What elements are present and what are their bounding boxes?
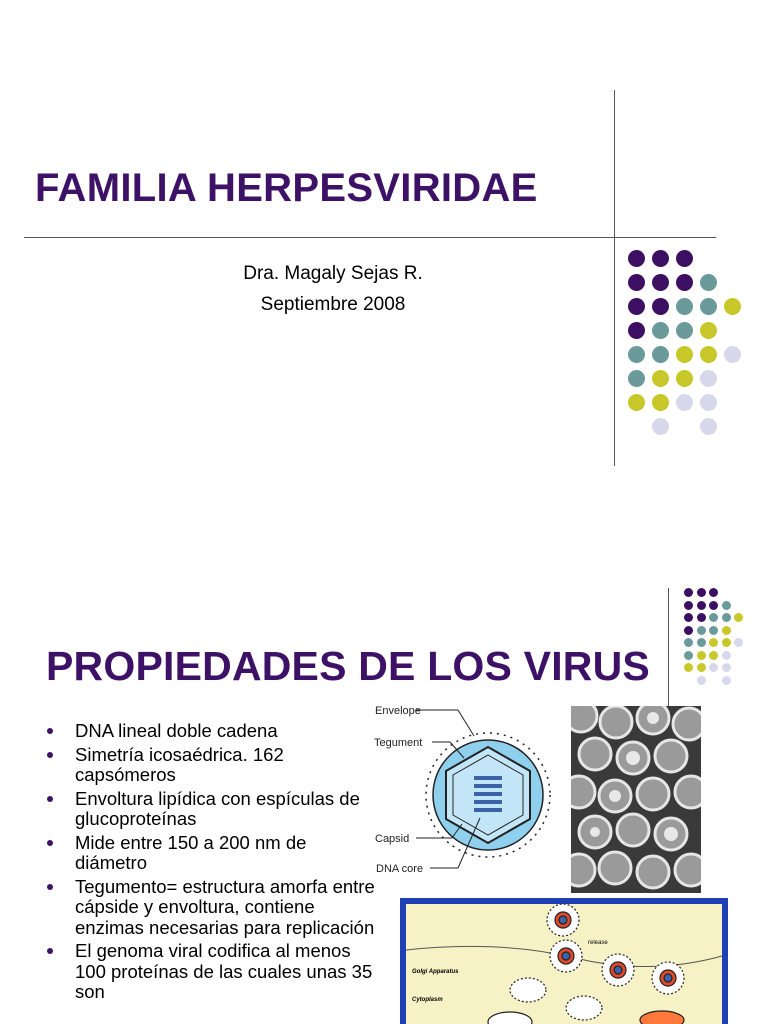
decorative-dot — [628, 250, 645, 267]
list-item: Envoltura lipídica con espículas de glucoproteínas — [45, 789, 375, 830]
decorative-dot — [652, 250, 669, 267]
decorative-dot — [724, 346, 741, 363]
decorative-dot — [676, 250, 693, 267]
label-golgi: Golgi Apparatus — [412, 969, 459, 975]
decorative-dot — [697, 676, 706, 685]
list-item: DNA lineal doble cadena — [45, 721, 375, 742]
decorative-dot — [709, 601, 718, 610]
decorative-dot — [652, 298, 669, 315]
decorative-dot — [684, 588, 693, 597]
vertical-divider — [614, 90, 615, 466]
decorative-dot — [697, 638, 706, 647]
decorative-dot — [676, 346, 693, 363]
slide-properties — [0, 576, 768, 1024]
slide-title-heading: FAMILIA HERPESVIRIDAE — [35, 166, 538, 210]
label-dna-core: DNA core — [376, 863, 424, 875]
decorative-dot — [700, 346, 717, 363]
horizontal-divider — [24, 237, 716, 238]
label-capsid: Capsid — [375, 833, 410, 845]
decorative-dot — [652, 322, 669, 339]
decorative-dot — [628, 370, 645, 387]
properties-list — [45, 721, 375, 1006]
decorative-dot — [700, 274, 717, 291]
decorative-dot — [722, 676, 731, 685]
decorative-dot — [652, 346, 669, 363]
decorative-dot — [628, 322, 645, 339]
decorative-dot — [700, 322, 717, 339]
decorative-dot — [676, 322, 693, 339]
author-name: Dra. Magaly Sejas R. — [243, 263, 423, 284]
cell-replication-image — [400, 898, 728, 1024]
label-release: release — [588, 940, 608, 946]
decorative-dot — [709, 613, 718, 622]
decorative-dot — [709, 663, 718, 672]
decorative-dot — [722, 651, 731, 660]
decorative-dot — [652, 274, 669, 291]
decorative-dot — [734, 613, 743, 622]
decorative-dot — [697, 588, 706, 597]
properties-heading: PROPIEDADES DE LOS VIRUS — [46, 643, 650, 689]
decorative-dot — [684, 638, 693, 647]
decorative-dot — [697, 626, 706, 635]
decorative-dot — [676, 370, 693, 387]
decorative-dot — [709, 651, 718, 660]
decorative-dot — [684, 601, 693, 610]
decorative-dot — [684, 613, 693, 622]
decorative-dot — [684, 663, 693, 672]
decorative-dot — [684, 651, 693, 660]
decorative-dot — [676, 274, 693, 291]
decorative-dot — [700, 370, 717, 387]
decorative-dot — [709, 588, 718, 597]
decorative-dot — [724, 298, 741, 315]
decorative-dot — [628, 394, 645, 411]
list-item: El genoma viral codifica al menos 100 proteínas de las cuales unas 35 son — [45, 941, 375, 1003]
list-item: Simetría icosaédrica. 162 capsómeros — [45, 745, 375, 786]
decorative-dot — [684, 626, 693, 635]
decorative-dot — [700, 298, 717, 315]
decorative-dot — [722, 638, 731, 647]
list-item: Mide entre 150 a 200 nm de diámetro — [45, 833, 375, 874]
decorative-dot — [697, 651, 706, 660]
decorative-dot — [628, 274, 645, 291]
decorative-dot — [628, 298, 645, 315]
decorative-dot — [722, 663, 731, 672]
decorative-dot — [652, 394, 669, 411]
decorative-dot — [676, 394, 693, 411]
vertical-divider — [668, 588, 669, 706]
presentation-date: Septiembre 2008 — [260, 294, 406, 315]
list-item: Tegumento= estructura amorfa entre cápside y envoltura, contiene enzimas necesarias para replicación — [45, 877, 375, 939]
virus-structure-diagram — [370, 700, 570, 885]
decorative-dot — [709, 638, 718, 647]
decorative-dot — [700, 418, 717, 435]
decorative-dot — [709, 626, 718, 635]
decorative-dot — [700, 394, 717, 411]
label-cytoplasm: Cytoplasm — [412, 997, 443, 1003]
decorative-dot — [676, 298, 693, 315]
label-envelope: Envelope — [375, 705, 421, 717]
electron-micrograph-image — [571, 706, 701, 893]
decorative-dot — [722, 613, 731, 622]
decorative-dot — [697, 613, 706, 622]
decorative-dot — [652, 370, 669, 387]
decorative-dot — [722, 626, 731, 635]
decorative-dot — [734, 638, 743, 647]
decorative-dot — [652, 418, 669, 435]
decorative-dot — [697, 601, 706, 610]
label-tegument: Tegument — [374, 737, 423, 749]
decorative-dot — [697, 663, 706, 672]
decorative-dot — [628, 346, 645, 363]
decorative-dot — [722, 601, 731, 610]
